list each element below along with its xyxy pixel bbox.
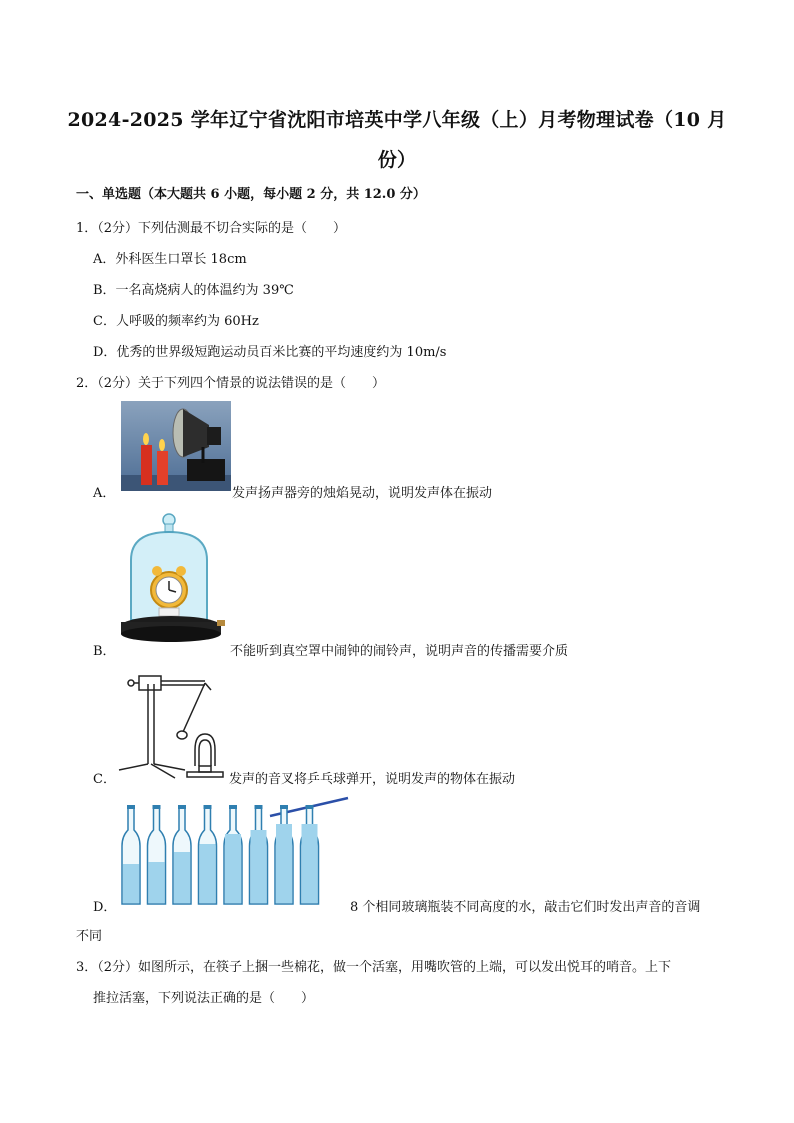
question-2-option-b-text: 不能听到真空罩中闹钟的闹铃声，说明声音的传播需要介质 — [230, 644, 569, 659]
bottle-6 — [250, 805, 268, 904]
question-3-stem-continued: 推拉活塞，下列说法正确的是（ ） — [93, 991, 315, 1006]
page-title: 2024-2025 学年辽宁省沈阳市培英中学八年级（上）月考物理试卷（10 月份） — [67, 109, 727, 171]
question-1-option-c: C．人呼吸的频率约为 60Hz — [93, 314, 259, 329]
question-2-option-c-label: C． — [93, 772, 116, 787]
question-2-option-b-label: B． — [93, 644, 116, 659]
bottle-1 — [122, 805, 140, 904]
bottle-7 — [275, 805, 293, 904]
question-1-option-b: B．一名高烧病人的体温约为 39℃ — [93, 283, 294, 298]
question-1-option-a: A．外科医生口罩长 18cm — [93, 252, 247, 267]
water-bottles-image — [118, 794, 350, 910]
question-1-option-d: D．优秀的世界级短跑运动员百米比赛的平均速度约为 10m/s — [93, 345, 447, 360]
bottle-8 — [301, 805, 319, 904]
question-2-option-a-text: 发声扬声器旁的烛焰晃动，说明发声体在振动 — [232, 486, 493, 501]
bottle-5 — [224, 805, 242, 904]
section-heading: 一、单选题（本大题共 6 小题，每小题 2 分，共 12.0 分） — [76, 187, 426, 202]
question-2-option-d-text: 8 个相同玻璃瓶装不同高度的水，敲击它们时发出声音的音调 — [350, 900, 701, 915]
bottle-3 — [173, 805, 191, 904]
question-2-stem: 2．（2分）关于下列四个情景的说法错误的是（ ） — [76, 376, 386, 391]
question-2-option-d-label: D． — [93, 900, 117, 915]
speaker-candle-image — [121, 401, 231, 491]
bottle-4 — [199, 805, 217, 904]
tuning-fork-pendulum-image — [115, 670, 230, 782]
question-2-option-d-text-continued: 不同 — [76, 929, 103, 944]
bell-jar-alarm-clock-image — [117, 510, 225, 650]
question-1-stem: 1．（2分）下列估测最不切合实际的是（ ） — [76, 221, 347, 236]
question-2-option-a-label: A． — [93, 486, 116, 501]
question-3-stem: 3．（2分）如图所示，在筷子上捆一些棉花，做一个活塞，用嘴吹管的上端，可以发出悦耳的哨音。上下 — [76, 960, 672, 975]
question-2-option-c-text: 发声的音叉将乒乓球弹开，说明发声的物体在振动 — [229, 772, 516, 787]
bottle-2 — [148, 805, 166, 904]
